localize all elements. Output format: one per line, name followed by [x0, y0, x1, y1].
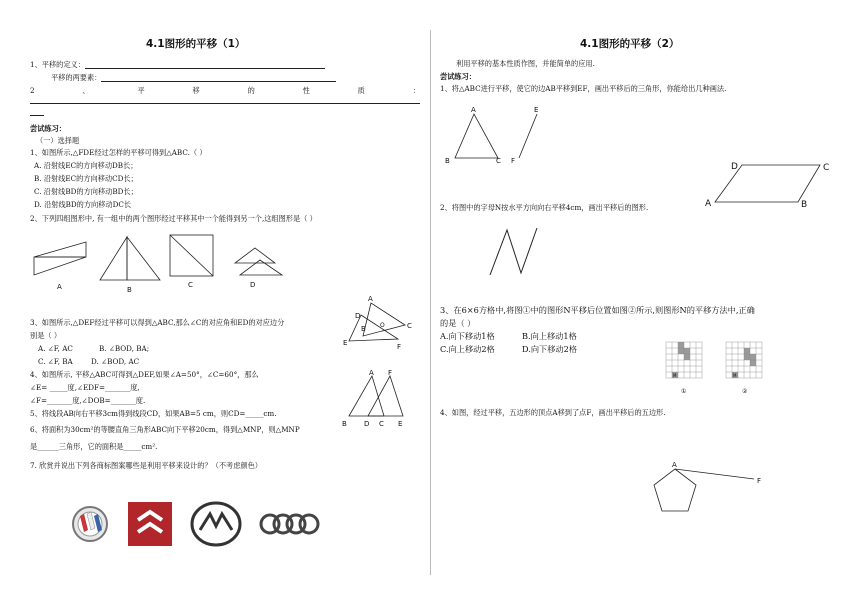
q4-label-f: F	[388, 369, 393, 377]
mc3-figure	[340, 293, 420, 355]
q4-label-e: E	[398, 420, 403, 428]
q4-label-c: C	[379, 420, 384, 428]
q4-line2: ∠E= _____度,∠EDF=_______度,	[30, 383, 140, 392]
q4-line3: ∠F=_______度,∠DOB=_______度.	[30, 396, 146, 405]
right-q3-option-b: B.向上移动1格	[522, 331, 577, 341]
parallelogram-label-d: D	[731, 162, 738, 172]
figure-d	[235, 248, 282, 275]
mc3-option-d: D. ∠BOD, AC	[91, 357, 140, 366]
mc2-figures	[30, 232, 290, 297]
page-divider	[430, 30, 431, 575]
grid-1	[666, 342, 702, 378]
q4-figure	[338, 366, 418, 434]
figure-a	[34, 242, 86, 275]
mc3-label-e: E	[343, 339, 348, 347]
citroen-logo	[128, 502, 172, 546]
right-q3-option-d: D.向下移动2格	[522, 344, 578, 354]
grid-figures	[660, 338, 780, 400]
q1-elements: 平移的两要素：	[51, 73, 336, 82]
right-q3-option-a: A.向下移动1格	[440, 331, 495, 341]
pentagon-label-f: F	[757, 477, 762, 485]
right-q2: 2、将图中的字母N按水平方向向右平移4cm，画出平移后的图形.	[440, 203, 649, 212]
grid-2	[726, 342, 762, 378]
q1-label-c: C	[496, 157, 501, 165]
mc2-label-b: B	[127, 286, 132, 294]
figure-c	[170, 235, 213, 276]
mc1-option-b: B. 沿射线EC的方向移动CD长；	[34, 174, 138, 183]
q4-label-a: A	[369, 369, 374, 377]
q1-label-b: B	[445, 157, 450, 165]
q6-line1: 6、将面积为30cm²的等腰直角三角形ABC向下平移20cm，得到△MNP，则△MNP	[30, 425, 300, 434]
left-practice-heading: 尝试练习：	[30, 124, 66, 133]
q6-line2: 是______三角形，它的面积是_____cm².	[30, 442, 158, 451]
mc1-option-a: A. 沿射线EC的方向移动DB长；	[34, 161, 138, 170]
mc2-label-a: A	[57, 283, 62, 291]
mc3-label-c: C	[407, 322, 412, 330]
right-q3-line1: 3、在6×6方格中,将图①中的图形N平移后位置如图②所示,则图形N的平移方法中,正确	[440, 305, 755, 315]
pentagon-figure	[640, 455, 770, 520]
mc3-question-line1: 3、如图所示,△DEF经过平移可以得到△ABC,那么∠C的对应角和ED的对应边分	[30, 318, 285, 327]
parallelogram-label-a: A	[705, 199, 712, 209]
mc3-option-b: B. ∠BOD, BA;	[99, 344, 150, 353]
mc3-question-line2: 别是（ ）	[30, 331, 62, 340]
q4-label-b: B	[342, 420, 347, 428]
section-multiple-choice: （一）选择题	[36, 136, 80, 145]
q7-question: 7. 欣赏并说出下列各商标图案哪些是利用平移来设计的？（不考虑颜色）	[30, 461, 262, 470]
mc2-label-d: D	[250, 281, 256, 289]
right-intro: 利用平移的基本性质作图，并能简单的应用.	[456, 59, 595, 68]
parallelogram-label-c: C	[823, 163, 830, 173]
grid-2-cell-text: M	[733, 373, 737, 378]
left-page-title: 4.1图形的平移（1）	[146, 38, 246, 50]
audi-logo	[261, 515, 318, 533]
right-q3-line2: 的是（ ）	[440, 318, 476, 328]
mc2-question: 2、下列四组图形中, 有一组中的两个图形经过平移其中一个能得到另一个,这组图形是（ ）	[30, 214, 317, 223]
grid-1-cell-text: M	[673, 373, 677, 378]
mc3-label-d: D	[355, 312, 361, 320]
mc1-question: 1、如图所示,△FDE经过怎样的平移可得到△ABC.（ ）	[30, 148, 207, 157]
letter-n-figure	[485, 225, 545, 280]
right-practice-heading: 尝试练习：	[440, 72, 476, 81]
right-q3-option-c: C.向上移动2格	[440, 344, 495, 354]
pentagon-label-a: A	[672, 461, 677, 469]
right-q1: 1、将△ABC进行平移，使它的边AB平移到EF，画出平移后的三角形，你能给出几种画法.	[440, 84, 727, 93]
mc3-label-f: F	[397, 343, 402, 351]
mc3-label-b: B	[361, 325, 366, 333]
q4-label-d: D	[364, 420, 370, 428]
right-page-title: 4.1图形的平移（2）	[580, 38, 680, 50]
mc3-option-a: A. ∠F, AC	[38, 344, 73, 353]
right-q1-figure	[440, 100, 560, 170]
mc1-option-c: C. 沿射线BD的方向移动BD长；	[34, 187, 138, 196]
mc3-option-c: C. ∠F, BA	[38, 357, 73, 366]
parallelogram-figure	[700, 155, 840, 210]
figure-b	[100, 237, 160, 280]
right-q4: 4、如图，经过平移，五边形的顶点A移到了点F，画出平移后的五边形.	[440, 408, 666, 417]
buick-logo	[73, 507, 107, 541]
q4-line1: 4、如图所示, 平移△ABC可得到△DEF,如果∠A=50°，∠C=60°，那么	[30, 370, 259, 379]
q1-label-e: E	[534, 106, 539, 114]
q1-label-a: A	[471, 106, 476, 114]
q2-properties: 2 、 平 移 的 性 质 ：	[30, 86, 420, 95]
grid-label-2: ②	[742, 388, 748, 395]
answer-line-short	[30, 115, 44, 116]
mazda-logo	[192, 503, 240, 545]
q1-label-f: F	[511, 157, 516, 165]
q5-question: 5、将线段AB向右平移3cm得到线段CD，如果AB=5 cm，则CD=_____cm.	[30, 409, 277, 418]
brand-logos	[70, 500, 320, 550]
q1-definition: 1、平移的定义：	[30, 60, 325, 69]
mc1-option-d: D. 沿射线BD的方向移动DC长	[34, 200, 132, 209]
mc3-label-o: O	[380, 322, 385, 329]
parallelogram-label-b: B	[801, 200, 808, 210]
mc3-label-a: A	[368, 295, 373, 303]
mc2-label-c: C	[188, 281, 193, 289]
answer-line	[30, 103, 420, 104]
grid-label-1: ①	[681, 388, 687, 395]
